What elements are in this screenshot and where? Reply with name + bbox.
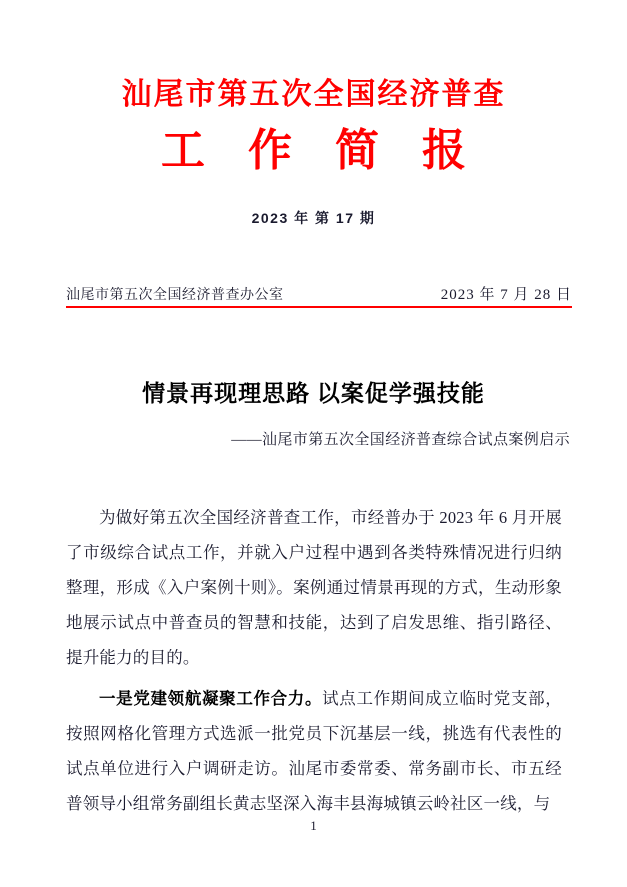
article-title: 情景再现理思路 以案促学强技能 <box>142 381 485 406</box>
issuing-office: 汕尾市第五次全国经济普查办公室 <box>66 288 284 303</box>
paragraph-text: 试点工作期间成立临时党支部，按照网格化管理方式选派一批党员下沉基层一线，挑选有代表性的试点单位进行入户调研走访。汕尾市委常委、常务副市长、市五经普领导小组常务副组长黄志坚深入海丰县海城镇云岭社区一线，与 <box>66 689 562 813</box>
paragraph-lead: 一是党建领航凝聚工作合力。 <box>99 689 323 708</box>
red-divider-rule <box>66 306 572 308</box>
paragraph-text: 为做好第五次全国经济普查工作，市经普办于 2023 年 6 月开展了市级综合试点工作，并就入户过程中遇到各类特殊情况进行归纳整理，形成《入户案例十则》。案例通过情景再现的方式，生动形象地展示试点中普查员的智慧和技能，达到了启发思维、指引路径、提升能力的目的。 <box>66 508 562 667</box>
article-body <box>66 500 562 827</box>
masthead-bulletin-name: 工 作 简 报 <box>161 125 482 175</box>
body-paragraph <box>66 681 562 821</box>
issue-date: 2023 年 7 月 28 日 <box>440 287 572 303</box>
masthead <box>0 0 627 178</box>
meta-row <box>66 283 572 304</box>
body-paragraph <box>66 500 562 675</box>
article-subtitle: ——汕尾市第五次全国经济普查综合试点案例启示 <box>231 432 570 448</box>
page-number: 1 <box>310 818 317 833</box>
issue-line: 2023 年 第 17 期 <box>251 209 376 226</box>
masthead-organization: 汕尾市第五次全国经济普查 <box>121 78 506 111</box>
